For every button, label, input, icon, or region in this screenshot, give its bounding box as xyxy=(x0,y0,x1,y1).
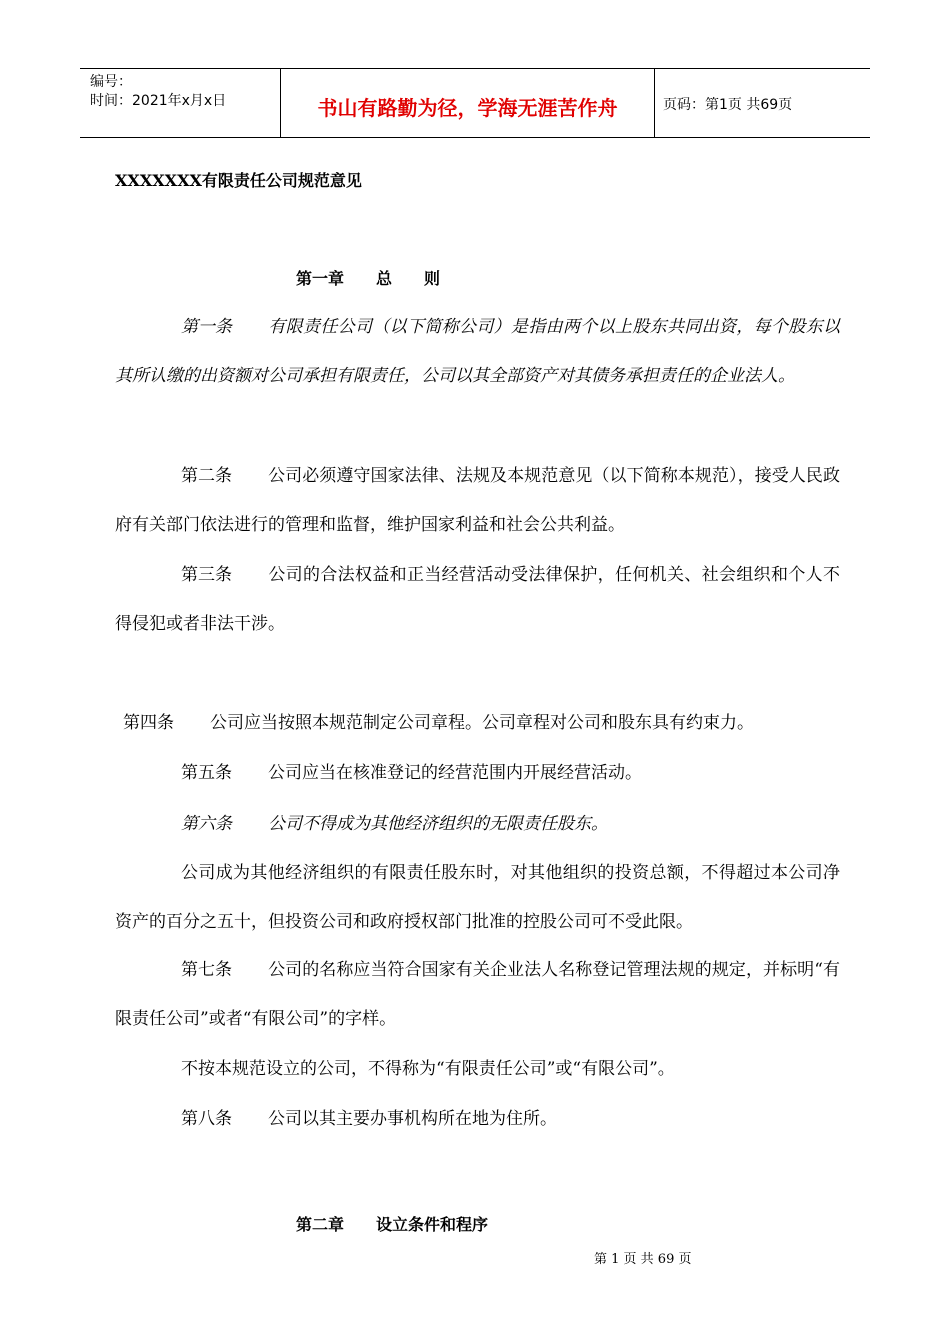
chapter-2-heading: 第二章 设立条件和程序 xyxy=(296,1215,489,1234)
article-1 xyxy=(115,303,840,401)
article-6 xyxy=(115,800,840,849)
article-4-label: 第四条 xyxy=(123,713,174,733)
article-6-text: 公司不得成为其他经济组织的无限责任股东。 xyxy=(268,814,608,834)
article-8 xyxy=(115,1095,840,1144)
article-5-label: 第五条 xyxy=(181,763,232,783)
article-3 xyxy=(115,551,840,649)
header-motto: 书山有路勤为径，学海无涯苦作舟 xyxy=(281,69,655,137)
article-7-text: 公司的名称应当符合国家有关企业法人名称登记管理法规的规定，并标明“有限责任公司”或者“有限公司”的字样。 xyxy=(115,960,840,1029)
article-8-label: 第八条 xyxy=(181,1109,232,1129)
article-1-label: 第一条 xyxy=(181,317,232,337)
article-6-paragraph-2: 公司成为其他经济组织的有限责任股东时，对其他组织的投资总额，不得超过本公司净资产的百分之五十，但投资公司和政府授权部门批准的控股公司可不受此限。 xyxy=(115,863,840,932)
article-4 xyxy=(123,699,843,748)
article-7-paragraph-2: 不按本规范设立的公司，不得称为“有限责任公司”或“有限公司”。 xyxy=(181,1059,675,1079)
article-5-text: 公司应当在核准登记的经营范围内开展经营活动。 xyxy=(268,763,642,783)
article-5 xyxy=(115,749,840,798)
article-8-text: 公司以其主要办事机构所在地为住所。 xyxy=(268,1109,557,1129)
page-footer: 第 1 页 共 69 页 xyxy=(594,1252,692,1267)
header-meta-cell xyxy=(80,69,281,137)
article-6-label: 第六条 xyxy=(181,814,232,834)
article-7-label: 第七条 xyxy=(181,960,232,980)
document-header xyxy=(80,68,870,138)
number-label: 编号： xyxy=(90,74,132,90)
article-3-text: 公司的合法权益和正当经营活动受法律保护，任何机关、社会组织和个人不得侵犯或者非法干涉。 xyxy=(115,565,840,634)
article-2-label: 第二条 xyxy=(181,466,232,486)
article-4-text: 公司应当按照本规范制定公司章程。公司章程对公司和股东具有约束力。 xyxy=(210,713,754,733)
article-2 xyxy=(115,452,840,550)
article-1-text: 有限责任公司（以下简称公司）是指由两个以上股东共同出资，每个股东以其所认缴的出资额对公司承担有限责任，公司以其全部资产对其债务承担责任的企业法人。 xyxy=(115,317,840,386)
time-label: 时间：2021年x月x日 xyxy=(90,93,227,109)
article-2-text: 公司必须遵守国家法律、法规及本规范意见（以下简称本规范），接受人民政府有关部门依法进行的管理和监督，维护国家利益和社会公共利益。 xyxy=(115,466,840,535)
article-3-label: 第三条 xyxy=(181,565,232,585)
document-title: XXXXXXX有限责任公司规范意见 xyxy=(115,171,362,190)
chapter-1-heading: 第一章 总 则 xyxy=(296,269,441,288)
header-page-info: 页码：第1页 共69页 xyxy=(663,97,793,113)
article-7 xyxy=(115,946,840,1044)
